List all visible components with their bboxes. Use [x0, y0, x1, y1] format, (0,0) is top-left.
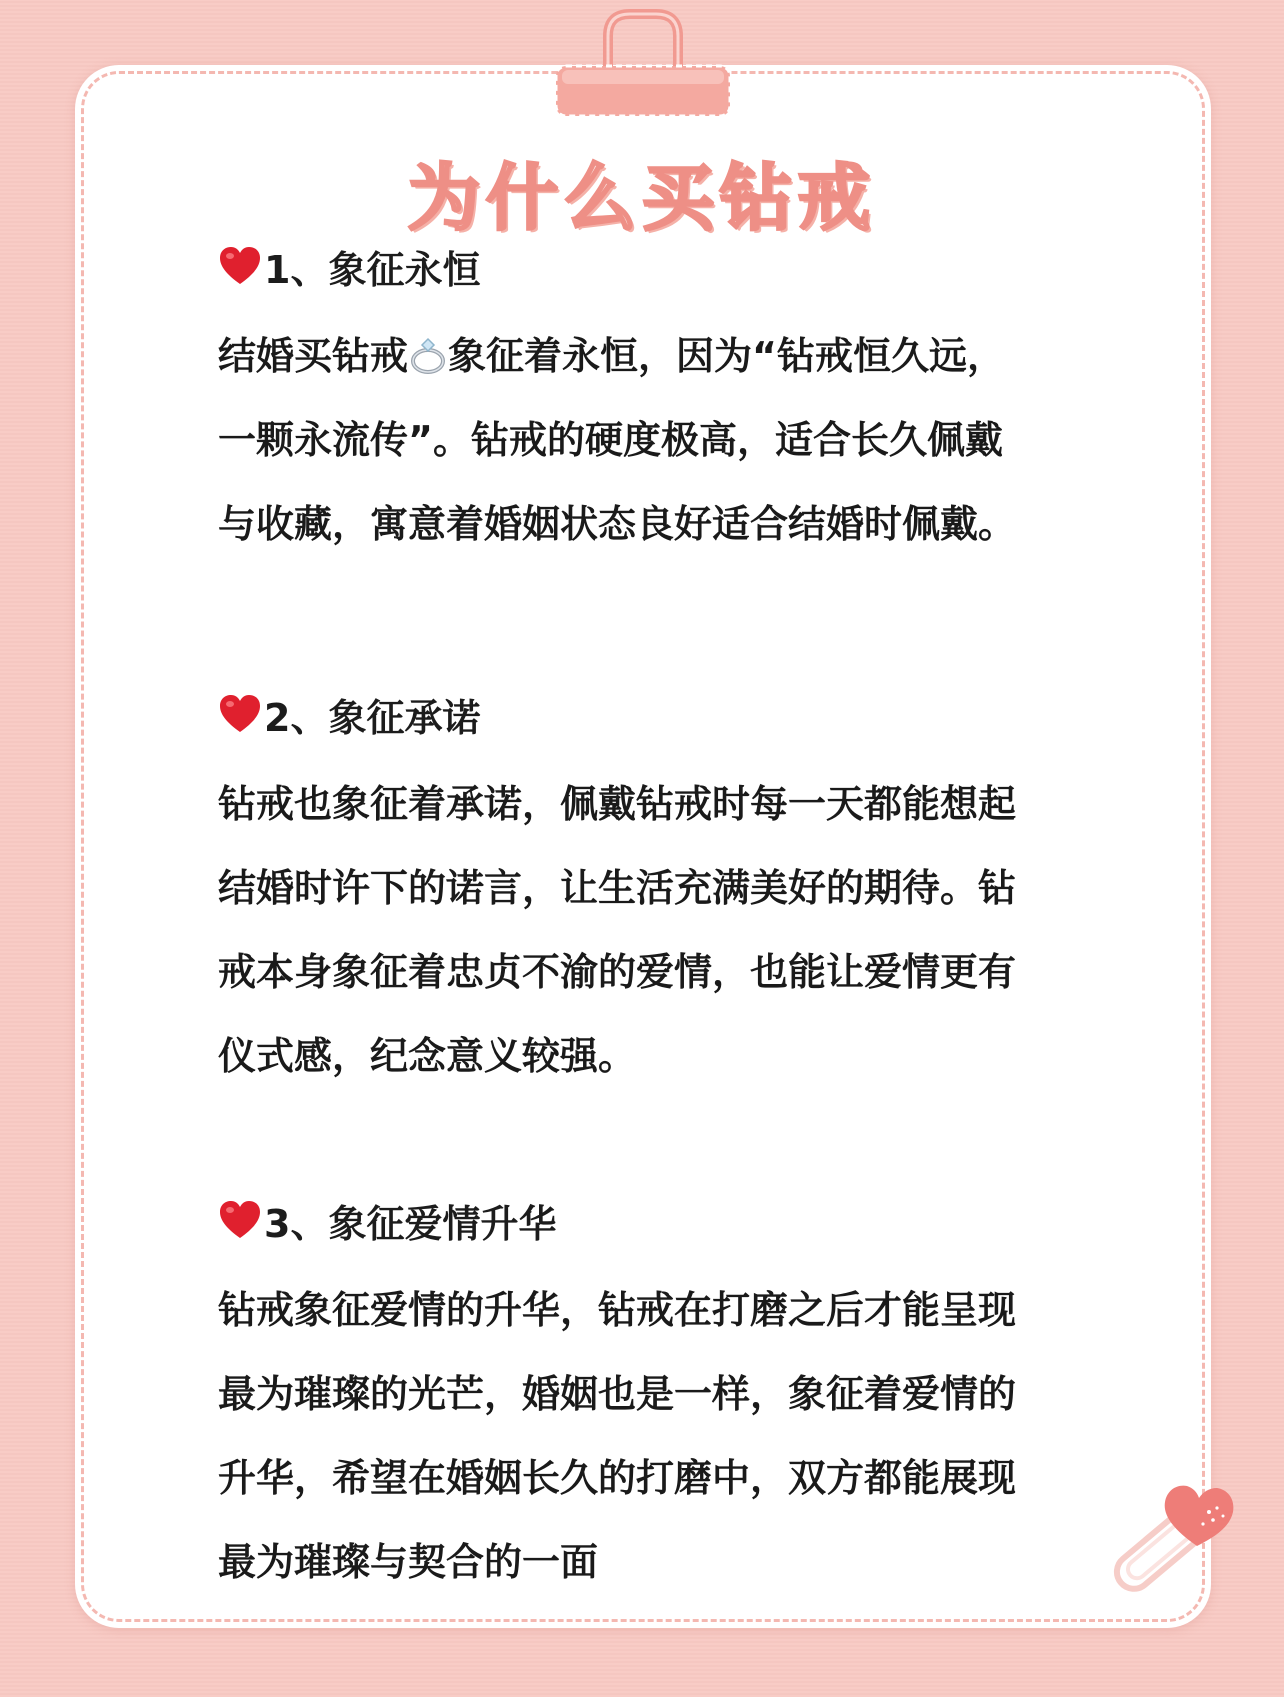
section-3: [218, 1192, 1118, 1604]
section-body: [218, 1268, 1118, 1604]
body-line: 钻戒象征爱情的升华，钻戒在打磨之后才能呈现: [218, 1288, 1017, 1332]
body-line: [218, 314, 1118, 398]
body-line-start: 结婚买钻戒: [218, 334, 409, 378]
section-2: [218, 686, 1118, 1098]
body-line: 与收藏，寓意着婚姻状态良好适合结婚时佩戴。: [218, 502, 1017, 546]
body-line: 钻戒也象征着承诺，佩戴钻戒时每一天都能想起: [218, 782, 1017, 826]
section-heading: [218, 686, 1118, 742]
section-heading: [218, 238, 1118, 294]
page-title: 为什么买钻戒: [407, 156, 876, 240]
heart-icon: [218, 246, 262, 286]
ring-icon: [408, 337, 448, 375]
section-heading: [218, 1192, 1118, 1248]
body-line: 最为璀璨与契合的一面: [218, 1540, 599, 1584]
body-line-end: 象征着永恒，因为“钻戒恒久远，: [448, 334, 1005, 378]
heart-icon: [218, 1200, 262, 1240]
section-body: [218, 762, 1118, 1098]
body-line: 结婚时许下的诺言，让生活充满美好的期待。钻: [218, 866, 1017, 910]
heart-paperclip-icon: [1085, 1468, 1255, 1618]
body-line: 升华，希望在婚姻长久的打磨中，双方都能展现: [218, 1456, 1017, 1500]
section-heading-text: 1、象征永恒: [264, 247, 481, 292]
heart-icon: [218, 694, 262, 734]
section-heading-text: 2、象征承诺: [264, 695, 481, 740]
section-heading-text: 3、象征爱情升华: [264, 1201, 557, 1246]
body-line: 戒本身象征着忠贞不渝的爱情，也能让爱情更有: [218, 950, 1017, 994]
body-line: 仪式感，纪念意义较强。: [218, 1034, 637, 1078]
section-body: [218, 314, 1118, 566]
binder-clip-icon: [548, 6, 738, 126]
body-line: 最为璀璨的光芒，婚姻也是一样，象征着爱情的: [218, 1372, 1017, 1416]
section-1: [218, 238, 1118, 566]
body-line: 一颗永流传”。钻戒的硬度极高，适合长久佩戴: [218, 418, 1003, 462]
